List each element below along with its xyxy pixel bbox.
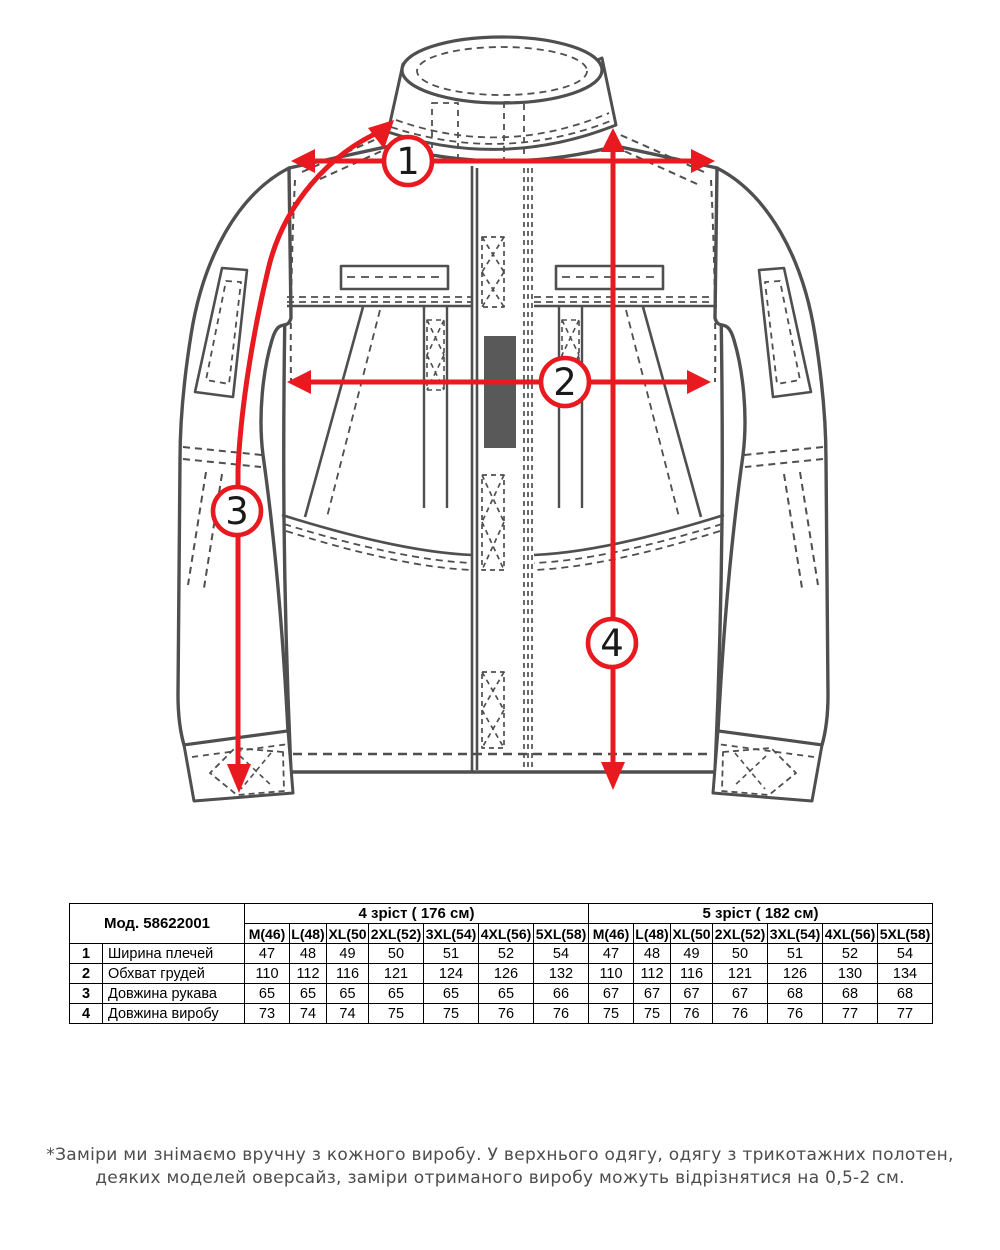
value-g1-4: 75 <box>424 1004 479 1024</box>
parameter-name: Довжина виробу <box>103 1004 245 1024</box>
value-g2-1: 67 <box>634 984 671 1004</box>
value-g1-4: 51 <box>424 944 479 964</box>
value-g2-0: 47 <box>589 944 634 964</box>
size-header-g1-2: XL(50 <box>328 925 367 942</box>
value-g2-3: 121 <box>713 964 768 984</box>
parameter-name: Обхват грудей <box>103 964 245 984</box>
height-group-4: 4 зріст ( 176 см) <box>245 904 589 924</box>
value-g1-6: 66 <box>534 984 589 1004</box>
value-g2-2: 49 <box>671 944 713 964</box>
size-header-g2-0: M(46) <box>589 924 634 944</box>
value-g2-1: 75 <box>634 1004 671 1024</box>
row-number: 2 <box>70 964 103 984</box>
height-group-5: 5 зріст ( 182 см) <box>589 904 933 924</box>
value-g1-0: 110 <box>245 964 290 984</box>
marker-3 <box>213 487 261 535</box>
parameter-name: Довжина рукава <box>103 984 245 1004</box>
value-g1-5: 52 <box>479 944 534 964</box>
value-g1-1: 48 <box>290 944 327 964</box>
value-g2-2: 116 <box>671 964 713 984</box>
table-row <box>70 984 933 1004</box>
right-sleeve <box>715 168 828 745</box>
marker-4 <box>588 619 636 667</box>
footnote-line-2: деяких моделей оверсайз, заміри отриманого виробу можуть відрізнятися на 0,5-2 см. <box>95 1168 905 1188</box>
value-g1-4: 65 <box>424 984 479 1004</box>
value-g2-4: 76 <box>768 1004 823 1024</box>
measurement-footnote <box>0 1144 1000 1190</box>
row-number: 1 <box>70 944 103 964</box>
value-g2-6: 134 <box>878 964 933 984</box>
parameter-name: Ширина плечей <box>103 944 245 964</box>
value-g1-0: 47 <box>245 944 290 964</box>
value-g1-6: 54 <box>534 944 589 964</box>
value-g1-1: 112 <box>290 964 327 984</box>
value-g2-3: 50 <box>713 944 768 964</box>
row-number: 4 <box>70 1004 103 1024</box>
value-g2-4: 68 <box>768 984 823 1004</box>
value-g1-2: 74 <box>327 1004 369 1024</box>
value-g2-5: 130 <box>823 964 878 984</box>
value-g1-2: 116 <box>327 964 369 984</box>
size-header-g2-3: 2XL(52) <box>713 924 768 944</box>
value-g1-6: 76 <box>534 1004 589 1024</box>
value-g2-5: 77 <box>823 1004 878 1024</box>
value-g1-5: 126 <box>479 964 534 984</box>
value-g1-3: 65 <box>369 984 424 1004</box>
size-header-g2-2: XL(50 <box>672 925 711 942</box>
table-row <box>70 944 933 964</box>
value-g2-4: 126 <box>768 964 823 984</box>
value-g2-4: 51 <box>768 944 823 964</box>
size-header-g2-1: L(48) <box>635 925 669 942</box>
value-g2-6: 54 <box>878 944 933 964</box>
value-g1-3: 50 <box>369 944 424 964</box>
size-header-g1-3: 2XL(52) <box>369 924 424 944</box>
size-header-g1-0: M(46) <box>245 924 290 944</box>
footnote-line-1: *Заміри ми знімаємо вручну з кожного виробу. У верхнього одягу, одягу з трикотажних полотен, <box>46 1145 954 1165</box>
table-row <box>70 1004 933 1024</box>
right-cuff <box>713 731 822 801</box>
value-g2-1: 48 <box>634 944 671 964</box>
marker-1 <box>384 137 432 185</box>
value-g1-5: 76 <box>479 1004 534 1024</box>
value-g1-0: 65 <box>245 984 290 1004</box>
value-g1-0: 73 <box>245 1004 290 1024</box>
size-header-g2-6: 5XL(58) <box>878 924 933 944</box>
value-g2-1: 112 <box>634 964 671 984</box>
svg-text:4: 4 <box>600 622 624 665</box>
size-table <box>69 903 933 1024</box>
size-header-g1-4: 3XL(54) <box>424 924 479 944</box>
size-header-g1-5: 4XL(56) <box>479 924 534 944</box>
value-g2-2: 76 <box>671 1004 713 1024</box>
value-g2-0: 75 <box>589 1004 634 1024</box>
value-g2-6: 77 <box>878 1004 933 1024</box>
value-g1-6: 132 <box>534 964 589 984</box>
value-g1-1: 74 <box>290 1004 327 1024</box>
value-g2-6: 68 <box>878 984 933 1004</box>
value-g1-2: 65 <box>327 984 369 1004</box>
value-g1-4: 124 <box>424 964 479 984</box>
value-g1-5: 65 <box>479 984 534 1004</box>
size-header-g2-5: 4XL(56) <box>823 924 878 944</box>
value-g1-3: 75 <box>369 1004 424 1024</box>
table-row <box>70 964 933 984</box>
value-g1-2: 49 <box>327 944 369 964</box>
value-g2-2: 67 <box>671 984 713 1004</box>
model-label: Мод. 58622001 <box>70 904 245 944</box>
value-g1-3: 121 <box>369 964 424 984</box>
value-g2-3: 67 <box>713 984 768 1004</box>
size-header-g1-1: L(48) <box>291 925 325 942</box>
value-g2-0: 67 <box>589 984 634 1004</box>
value-g1-1: 65 <box>290 984 327 1004</box>
value-g2-5: 68 <box>823 984 878 1004</box>
svg-text:1: 1 <box>396 140 420 183</box>
value-g2-5: 52 <box>823 944 878 964</box>
name-patch <box>484 336 516 448</box>
size-table-container <box>69 903 933 1024</box>
value-g2-0: 110 <box>589 964 634 984</box>
size-header-g2-4: 3XL(54) <box>768 924 823 944</box>
size-header-g1-6: 5XL(58) <box>534 924 589 944</box>
table-header-row-groups <box>70 904 933 924</box>
row-number: 3 <box>70 984 103 1004</box>
value-g2-3: 76 <box>713 1004 768 1024</box>
svg-text:2: 2 <box>553 361 577 404</box>
marker-2 <box>541 358 589 406</box>
svg-text:3: 3 <box>225 490 249 533</box>
